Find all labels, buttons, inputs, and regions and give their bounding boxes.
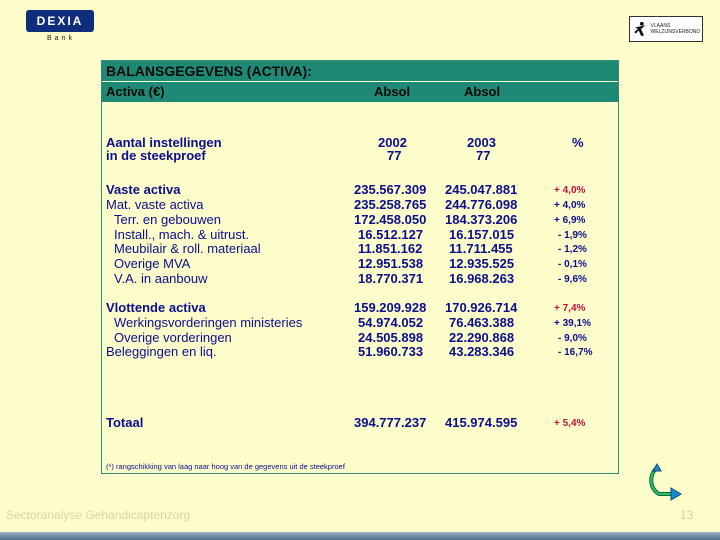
row-label: Mat. vaste activa: [106, 197, 204, 212]
pct-header: %: [572, 135, 584, 150]
row-value-2002: 12.951.538: [358, 256, 424, 271]
row-pct: - 16,7%: [558, 347, 593, 358]
row-value-2003: 43.283.346: [449, 344, 515, 359]
row-value-2002: 235.258.765: [354, 197, 427, 212]
year-2003: 2003: [467, 135, 496, 150]
row-label: Install., mach. & uitrust.: [114, 227, 250, 242]
row-value-2003: 12.935.525: [449, 256, 515, 271]
row-value-2003: 244.776.098: [445, 197, 518, 212]
row-value-2002: 159.209.928: [354, 300, 427, 315]
row-pct: + 6,9%: [554, 215, 586, 226]
logo-text-1: VLAANS: [650, 23, 671, 29]
row-label: Overige MVA: [114, 256, 191, 271]
footer-title: Sectoranalyse Gehandicaptenzorg: [6, 508, 191, 522]
row-pct: + 39,1%: [554, 318, 591, 329]
row-pct: + 4,0%: [554, 200, 586, 211]
row-label: Werkingsvorderingen ministeries: [114, 315, 303, 330]
row-value-2003: 16.157.015: [449, 227, 515, 242]
total-pct: + 5,4%: [554, 418, 586, 429]
count-2002: 77: [387, 148, 402, 163]
total-value-2003: 415.974.595: [445, 415, 518, 430]
row-value-2003: 22.290.868: [449, 330, 515, 345]
return-arrow-icon[interactable]: [645, 462, 685, 502]
row-value-2002: 16.512.127: [358, 227, 424, 242]
row-value-2003: 184.373.206: [445, 212, 518, 227]
column-header-bar: [102, 82, 618, 102]
bottom-bar: [0, 532, 720, 540]
panel-title: BALANSGEGEVENS (ACTIVA):: [102, 61, 618, 81]
row-value-2002: 24.505.898: [358, 330, 424, 345]
header-col-2002: Absol: [374, 84, 411, 99]
row-value-2002: 235.567.309: [354, 182, 427, 197]
row-label: Vaste activa: [106, 182, 181, 197]
instellingen-label-1: Aantal instellingen: [106, 135, 222, 150]
vlaams-welzijnsverbond-logo: [629, 16, 703, 42]
row-value-2002: 54.974.052: [358, 315, 424, 330]
row-value-2003: 170.926.714: [445, 300, 518, 315]
row-label: V.A. in aanbouw: [114, 271, 208, 286]
row-value-2003: 16.968.263: [449, 271, 515, 286]
header-col-2003: Absol: [464, 84, 501, 99]
row-value-2002: 18.770.371: [358, 271, 424, 286]
dexia-logo: [26, 10, 96, 46]
row-value-2002: 172.458.050: [354, 212, 427, 227]
row-pct: - 9,6%: [558, 274, 587, 285]
row-label: Vlottende activa: [106, 300, 206, 315]
row-label: Beleggingen en liq.: [106, 344, 217, 359]
balance-panel: [101, 60, 619, 474]
total-label: Totaal: [106, 415, 144, 430]
row-pct: + 4,0%: [554, 185, 586, 196]
row-label: Overige vorderingen: [114, 330, 232, 345]
row-value-2002: 51.960.733: [358, 344, 424, 359]
logo-text-2: WELZIJNSVERBOND: [650, 29, 700, 35]
instellingen-label-2: in de steekproef: [106, 148, 206, 163]
row-pct: - 1,2%: [558, 244, 587, 255]
page-number: 13: [680, 508, 694, 522]
footnote: (*) rangschikking van laag naar hoog van de gegevens uit de steekproef: [106, 462, 345, 471]
row-label: Terr. en gebouwen: [114, 212, 221, 227]
dexia-logo-mark: DEXIA: [26, 10, 94, 32]
row-pct: - 1,9%: [558, 230, 587, 241]
dexia-logo-sub: Bank: [47, 35, 75, 42]
count-2003: 77: [476, 148, 491, 163]
row-value-2003: 76.463.388: [449, 315, 515, 330]
row-pct: - 9,0%: [558, 333, 587, 344]
total-value-2002: 394.777.237: [354, 415, 427, 430]
year-2002: 2002: [378, 135, 407, 150]
row-label: Meubilair & roll. materiaal: [114, 241, 261, 256]
row-value-2003: 245.047.881: [445, 182, 518, 197]
row-value-2002: 11.851.162: [358, 241, 423, 256]
row-value-2003: 11.711.455: [449, 241, 513, 256]
figure-icon: [632, 18, 649, 40]
header-activa-label: Activa (€): [106, 84, 165, 99]
row-pct: + 7,4%: [554, 303, 586, 314]
row-pct: - 0,1%: [558, 259, 587, 270]
